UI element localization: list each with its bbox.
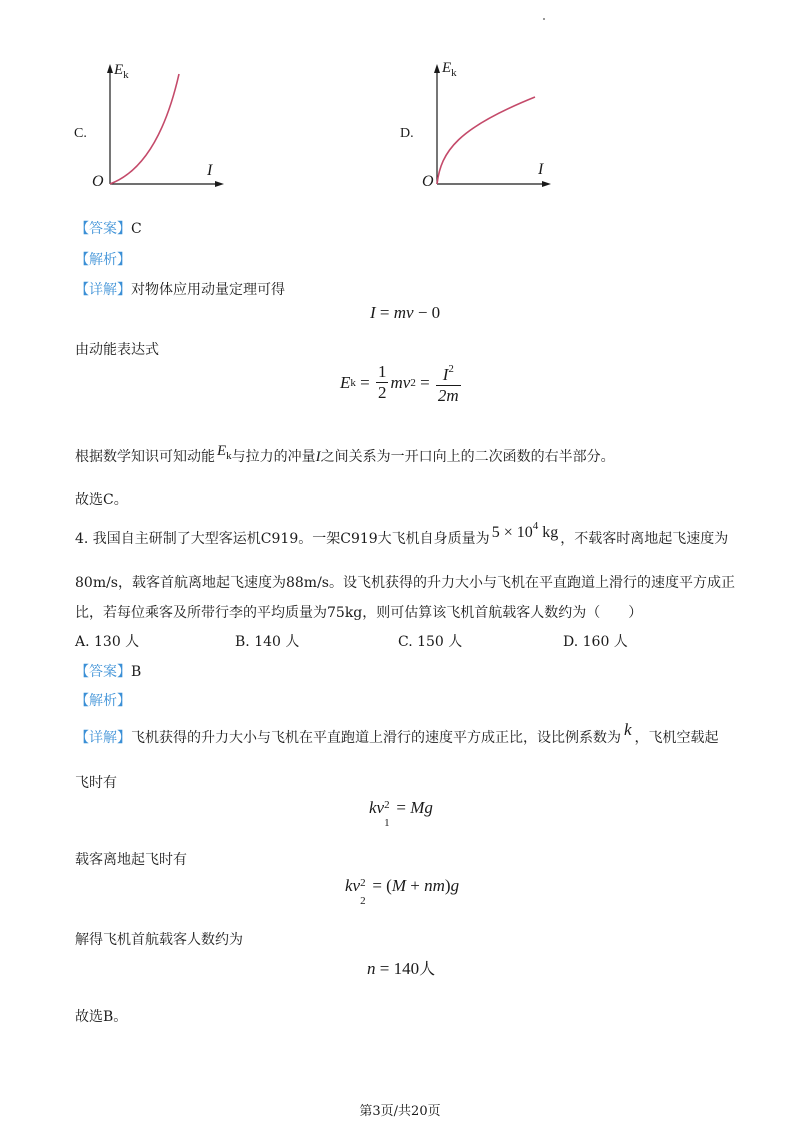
chart-d [396, 56, 566, 203]
origin-label: O [422, 173, 434, 190]
q4-option-d: D. 160 人 [563, 634, 628, 650]
q4-text-solve: 解得飞机首航载客人数约为 [75, 932, 243, 948]
q4-detail-line1: 【详解】飞机获得的升力大小与飞机在平直跑道上滑行的速度平方成正比，设比例系数为 k ，飞机空载起 [75, 720, 719, 746]
answer-tag: 【答案】 [75, 221, 131, 237]
q3-choose: 故选C。 [75, 492, 128, 508]
q4-option-b: B. 140 人 [235, 634, 300, 650]
q4-text-loaded: 载客离地起飞时有 [75, 852, 187, 868]
speck-mark [543, 18, 545, 20]
q4-answer-line: 【答案】B [75, 664, 142, 680]
x-axis-label: I [538, 161, 544, 178]
q4-equation-empty: kv 2 1 = Mg [369, 798, 433, 829]
y-axis-arrow [107, 64, 113, 73]
ek-curve [437, 97, 535, 184]
y-axis-arrow [434, 64, 440, 73]
ek-curve [110, 74, 179, 184]
x-axis-label: I [207, 162, 213, 179]
page-footer: 第3页/共20页 [359, 1104, 441, 1119]
q3-detail-line [75, 279, 285, 299]
q4-choose: 故选B。 [75, 1009, 128, 1025]
q4-detail-line2: 飞时有 [75, 775, 117, 791]
answer-value: C [131, 221, 142, 237]
chart-c [70, 58, 240, 203]
y-axis-label: $E_k$ [114, 62, 129, 81]
q3-text-kinetic: 由动能表达式 [75, 342, 159, 358]
q4-option-c: C. 150 人 [398, 634, 463, 650]
y-axis-label: $E_k$ [442, 60, 457, 79]
q4-equation-result: n = 140人 [367, 959, 436, 978]
q3-conclusion: 根据数学知识可知动能 $E_k$与拉力的冲量I之间关系为一开口向上的二次函数的右半部分。 [75, 443, 615, 465]
q4-stem-line1: 4. 我国自主研制了大型客运机C919。一架C919大飞机自身质量为 $5 \times 10^4$ kg ，不载客时离地起飞速度为 [75, 520, 729, 547]
x-axis-arrow [542, 181, 551, 187]
q4-analysis-tag: 【解析】 [75, 693, 131, 709]
q4-stem-line3: 比，若每位乘客及所带行李的平均质量为75kg，则可估算该飞机首航载客人数约为（ ） [75, 605, 643, 621]
q3-answer-line [75, 218, 142, 238]
q4-stem-line2: 80m/s，载客首航离地起飞速度为88m/s。设飞机获得的升力大小与飞机在平直跑道上滑行的速度平方成正 [75, 575, 735, 591]
detail-text: 对物体应用动量定理可得 [131, 282, 285, 298]
q4-option-a: A. 130 人 [75, 634, 140, 650]
detail-tag: 【详解】 [75, 282, 131, 298]
q3-equation-kinetic: E k = $\frac{1}{2}$ mv 2 = $\frac{I^2}{2m}$ [340, 359, 463, 406]
q4-equation-loaded: kv 2 2 = (M + nm)g [345, 876, 460, 907]
option-c-label: C. [74, 126, 87, 141]
q3-equation-impulse: I = mv − 0 [370, 303, 441, 322]
q3-analysis-tag: 【解析】 [75, 252, 131, 268]
x-axis-arrow [215, 181, 224, 187]
option-d-label: D. [400, 126, 414, 141]
origin-label: O [92, 173, 104, 190]
